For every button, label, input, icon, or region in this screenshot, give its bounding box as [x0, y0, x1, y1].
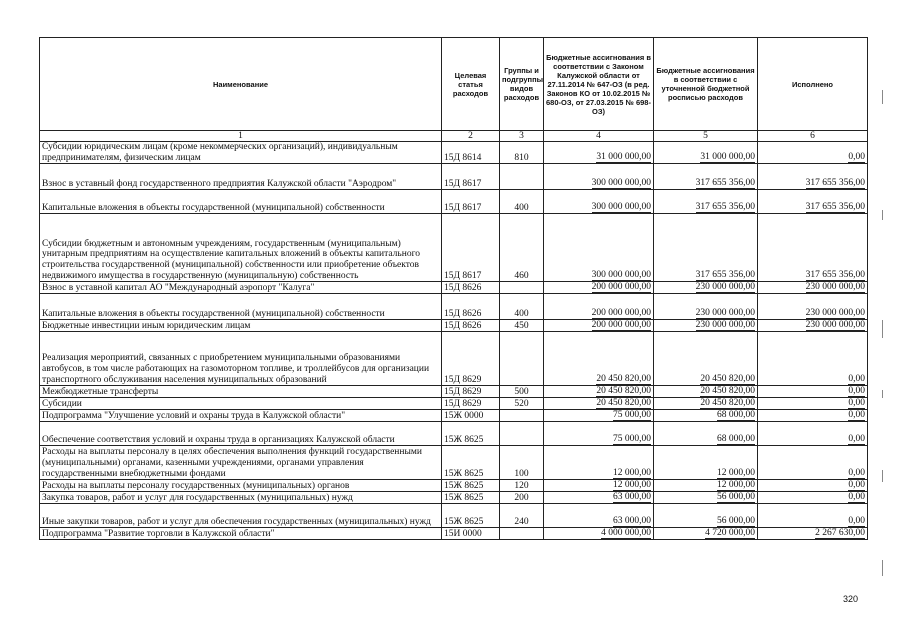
- row-name: Расходы на выплаты персоналу в целях обеспечения выполнения функций государственными (муниципальными) органами, казенными учреждениями, органами управления государственными внебюджетными фондами: [40, 446, 442, 480]
- row-schedule-amount: 4 720 000,00: [654, 528, 758, 540]
- row-executed-amount: 0,00: [758, 142, 868, 164]
- row-name: Закупка товаров, работ и услуг для государственных (муниципальных) нужд: [40, 492, 442, 504]
- row-schedule-amount: 317 655 356,00: [654, 190, 758, 214]
- row-executed-amount: 0,00: [758, 492, 868, 504]
- column-number: 4: [544, 131, 654, 142]
- row-target-article: 15Д 8626: [442, 294, 500, 320]
- row-law-amount: 20 450 820,00: [544, 398, 654, 410]
- row-name: Взнос в уставной капитал АО "Международный аэропорт "Калуга": [40, 282, 442, 294]
- row-executed-amount: 230 000 000,00: [758, 294, 868, 320]
- table-row: [40, 410, 868, 422]
- row-schedule-amount: 56 000,00: [654, 504, 758, 528]
- column-number: 6: [758, 131, 868, 142]
- column-number: 5: [654, 131, 758, 142]
- row-executed-amount: 0,00: [758, 398, 868, 410]
- table-row: [40, 214, 868, 282]
- table-row: [40, 190, 868, 214]
- row-group: 200: [500, 492, 544, 504]
- row-law-amount: 31 000 000,00: [544, 142, 654, 164]
- row-name: Иные закупки товаров, работ и услуг для обеспечения государственных (муниципальных) нужд: [40, 504, 442, 528]
- row-law-amount: 75 000,00: [544, 422, 654, 446]
- row-group: [500, 410, 544, 422]
- row-name: Подпрограмма "Развитие торговли в Калужской области": [40, 528, 442, 540]
- header-executed: Исполнено: [758, 38, 868, 131]
- row-target-article: 15Д 8629: [442, 386, 500, 398]
- row-schedule-amount: 230 000 000,00: [654, 294, 758, 320]
- row-target-article: 15Д 8617: [442, 214, 500, 282]
- row-group: 100: [500, 446, 544, 480]
- row-group: [500, 164, 544, 190]
- table-row: [40, 398, 868, 410]
- row-executed-amount: 0,00: [758, 386, 868, 398]
- table-row: [40, 320, 868, 332]
- row-group: 240: [500, 504, 544, 528]
- table-row: [40, 422, 868, 446]
- row-name: Субсидии юридическим лицам (кроме некоммерческих организаций), индивидуальным предпринимателям, физическим лицам: [40, 142, 442, 164]
- row-executed-amount: 317 655 356,00: [758, 164, 868, 190]
- row-schedule-amount: 68 000,00: [654, 410, 758, 422]
- table-row: [40, 332, 868, 386]
- row-law-amount: 75 000,00: [544, 410, 654, 422]
- table-row: [40, 492, 868, 504]
- row-law-amount: 200 000 000,00: [544, 320, 654, 332]
- table-row: [40, 528, 868, 540]
- column-number: 1: [40, 131, 442, 142]
- row-group: 500: [500, 386, 544, 398]
- row-group: [500, 422, 544, 446]
- row-group: 460: [500, 214, 544, 282]
- row-name: Субсидии: [40, 398, 442, 410]
- row-target-article: 15Ж 8625: [442, 504, 500, 528]
- row-schedule-amount: 230 000 000,00: [654, 282, 758, 294]
- budget-table: [39, 37, 868, 540]
- row-law-amount: 12 000,00: [544, 446, 654, 480]
- row-target-article: 15Д 8617: [442, 190, 500, 214]
- row-executed-amount: 317 655 356,00: [758, 190, 868, 214]
- row-schedule-amount: 230 000 000,00: [654, 320, 758, 332]
- table-row: [40, 142, 868, 164]
- table-row: [40, 386, 868, 398]
- row-group: 810: [500, 142, 544, 164]
- row-group: 400: [500, 294, 544, 320]
- column-number: 2: [442, 131, 500, 142]
- row-law-amount: 200 000 000,00: [544, 282, 654, 294]
- row-target-article: 15И 0000: [442, 528, 500, 540]
- header-target-article: Целевая статья расходов: [442, 38, 500, 131]
- row-law-amount: 300 000 000,00: [544, 190, 654, 214]
- table-row: [40, 446, 868, 480]
- row-schedule-amount: 31 000 000,00: [654, 142, 758, 164]
- row-name: Расходы на выплаты персоналу государственных (муниципальных) органов: [40, 480, 442, 492]
- row-executed-amount: 0,00: [758, 446, 868, 480]
- row-schedule-amount: 317 655 356,00: [654, 164, 758, 190]
- row-target-article: 15Д 8614: [442, 142, 500, 164]
- row-executed-amount: 230 000 000,00: [758, 282, 868, 294]
- row-executed-amount: 0,00: [758, 504, 868, 528]
- scan-margin-marks: [878, 90, 888, 610]
- column-number-row: [40, 131, 868, 142]
- row-schedule-amount: 20 450 820,00: [654, 332, 758, 386]
- row-schedule-amount: 12 000,00: [654, 480, 758, 492]
- row-target-article: 15Д 8617: [442, 164, 500, 190]
- row-schedule-amount: 56 000,00: [654, 492, 758, 504]
- row-target-article: 15Д 8626: [442, 282, 500, 294]
- table-row: [40, 164, 868, 190]
- header-assignments-law: Бюджетные ассигнования в соответствии с Законом Калужской области от 27.11.2014 № 647-ОЗ (в ред. Законов КО от 10.02.2015 № 680-ОЗ, от 27.03.2015 № 698-ОЗ): [544, 38, 654, 131]
- row-law-amount: 300 000 000,00: [544, 214, 654, 282]
- table-row: [40, 294, 868, 320]
- row-target-article: 15Д 8626: [442, 320, 500, 332]
- row-law-amount: 63 000,00: [544, 504, 654, 528]
- row-law-amount: 4 000 000,00: [544, 528, 654, 540]
- row-executed-amount: 2 267 630,00: [758, 528, 868, 540]
- row-group: 120: [500, 480, 544, 492]
- row-name: Взнос в уставный фонд государственного предприятия Калужской области "Аэродром": [40, 164, 442, 190]
- row-law-amount: 12 000,00: [544, 480, 654, 492]
- header-groups: Группы и подгруппы видов расходов: [500, 38, 544, 131]
- row-law-amount: 63 000,00: [544, 492, 654, 504]
- row-name: Бюджетные инвестиции иным юридическим лицам: [40, 320, 442, 332]
- table-body: [40, 142, 868, 540]
- row-name: Межбюджетные трансферты: [40, 386, 442, 398]
- row-group: 520: [500, 398, 544, 410]
- row-law-amount: 20 450 820,00: [544, 386, 654, 398]
- row-target-article: 15Ж 0000: [442, 410, 500, 422]
- row-schedule-amount: 317 655 356,00: [654, 214, 758, 282]
- row-law-amount: 300 000 000,00: [544, 164, 654, 190]
- row-schedule-amount: 12 000,00: [654, 446, 758, 480]
- row-target-article: 15Ж 8625: [442, 480, 500, 492]
- row-target-article: 15Ж 8625: [442, 446, 500, 480]
- row-group: [500, 332, 544, 386]
- row-group: 400: [500, 190, 544, 214]
- row-executed-amount: 0,00: [758, 422, 868, 446]
- row-name: Реализация мероприятий, связанных с приобретением муниципальными образованиями автобусов, в том числе работающих на газомоторном топливе, и троллейбусов для организации транспортного обслуживания населения муниципальных образований: [40, 332, 442, 386]
- row-executed-amount: 0,00: [758, 332, 868, 386]
- row-schedule-amount: 68 000,00: [654, 422, 758, 446]
- row-target-article: 15Ж 8625: [442, 422, 500, 446]
- row-name: Обеспечение соответствия условий и охраны труда в организациях Калужской области: [40, 422, 442, 446]
- row-name: Подпрограмма "Улучшение условий и охраны труда в Калужской области": [40, 410, 442, 422]
- row-target-article: 15Ж 8625: [442, 492, 500, 504]
- row-executed-amount: 230 000 000,00: [758, 320, 868, 332]
- row-executed-amount: 0,00: [758, 410, 868, 422]
- header-assignments-schedule: Бюджетные ассигнования в соответствии с уточненной бюджетной росписью расходов: [654, 38, 758, 131]
- row-group: 450: [500, 320, 544, 332]
- row-schedule-amount: 20 450 820,00: [654, 398, 758, 410]
- header-name: Наименование: [40, 38, 442, 131]
- row-group: [500, 528, 544, 540]
- row-name: Субсидии бюджетным и автономным учреждениям, государственным (муниципальным) унитарным предприятиям на осуществление капитальных вложений в объекты капитального строительства государственной (муниципальной) собственности или приобретение объектов недвижимого имущества в государственную (муниципальную) собственность: [40, 214, 442, 282]
- row-target-article: 15Д 8629: [442, 332, 500, 386]
- row-executed-amount: 0,00: [758, 480, 868, 492]
- row-group: [500, 282, 544, 294]
- column-number: 3: [500, 131, 544, 142]
- row-executed-amount: 317 655 356,00: [758, 214, 868, 282]
- table-row: [40, 480, 868, 492]
- row-name: Капитальные вложения в объекты государственной (муниципальной) собственности: [40, 190, 442, 214]
- row-law-amount: 20 450 820,00: [544, 332, 654, 386]
- row-name: Капитальные вложения в объекты государственной (муниципальной) собственности: [40, 294, 442, 320]
- row-target-article: 15Д 8629: [442, 398, 500, 410]
- header-row: [40, 38, 868, 131]
- page-number: 320: [843, 594, 859, 604]
- table-row: [40, 504, 868, 528]
- table-row: [40, 282, 868, 294]
- row-schedule-amount: 20 450 820,00: [654, 386, 758, 398]
- row-law-amount: 200 000 000,00: [544, 294, 654, 320]
